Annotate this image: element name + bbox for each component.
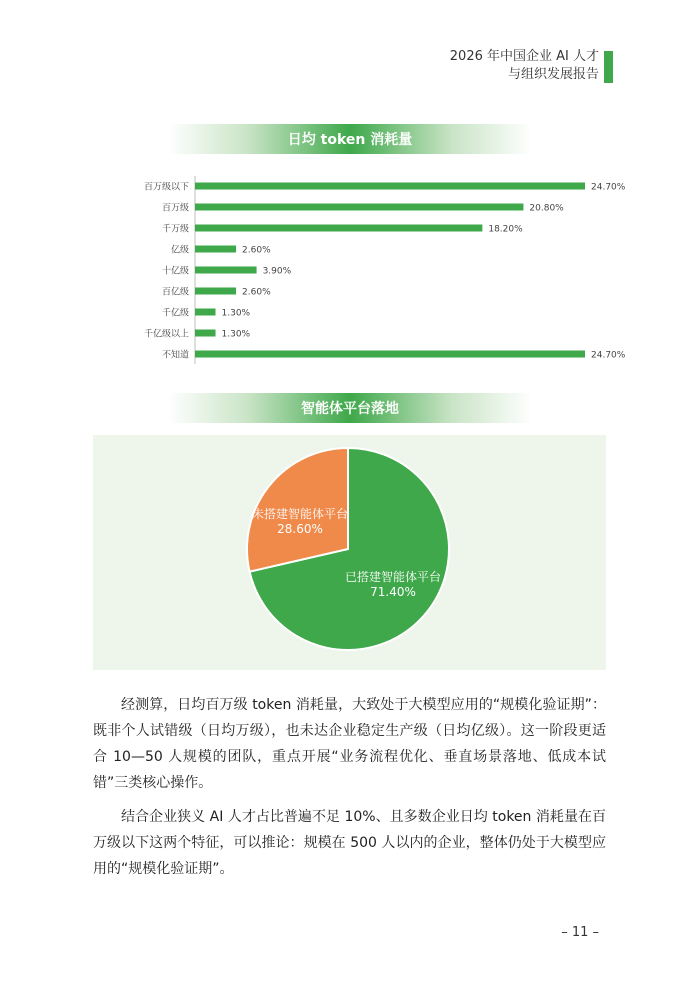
section-title-agent: 智能体平台落地 [301, 401, 399, 417]
pie-chart-panel [93, 435, 606, 670]
body-paragraph-1: 经测算，日均百万级 token 消耗量，大致处于大模型应用的“规模化验证期”：既非个人试错级（日均万级），也未达企业稳定生产级（日均亿级）。这一阶段更适合 10—50 人规模的团队，重点开展“业务流程优化、垂直场景落地、低成本试错”三类核心操作。 [93, 697, 606, 791]
body-paragraph-2: 结合企业狭义 AI 人才占比普遍不足 10%、且多数企业日均 token 消耗量在百万级以下这两个特征，可以推论：规模在 500 人以内的企业，整体仍处于大模型应用的“规模化验证期”。 [93, 809, 606, 877]
header-title-line1: 2026 年中国企业 AI 人才 [449, 49, 599, 64]
bar-category-label: 千亿级以上 [143, 329, 189, 340]
bar [195, 183, 585, 190]
bar-value-label: 24.70% [591, 182, 626, 193]
section-title-token: 日均 token 消耗量 [287, 132, 413, 148]
pie-label-built-value: 71.40% [370, 585, 416, 599]
pie-label-not-built-name: 未搭建智能体平台 [251, 507, 349, 521]
bar-category-label: 十亿级 [161, 266, 189, 277]
bar-value-label: 24.70% [591, 350, 626, 361]
report-header [450, 48, 599, 84]
bar-value-label: 1.30% [221, 308, 251, 319]
bar [195, 309, 216, 316]
bar-value-label: 18.20% [488, 224, 523, 235]
token-bar-chart [120, 172, 626, 362]
bar [195, 330, 216, 337]
bar-category-label: 千亿级 [161, 308, 189, 319]
bar [195, 225, 482, 232]
bar [195, 246, 236, 253]
bar [195, 288, 236, 295]
bar-value-label: 3.90% [262, 266, 292, 277]
bar [195, 204, 523, 211]
header-accent-bar [604, 51, 613, 83]
section-banner-agent [168, 393, 532, 423]
bar-category-label: 百万级以下 [143, 182, 189, 193]
bar-category-label: 百亿级 [161, 287, 189, 298]
header-title-line2: 与组织发展报告 [507, 67, 599, 82]
section-banner-token [168, 124, 532, 154]
page-number: – 11 – [561, 925, 599, 940]
bar-value-label: 1.30% [221, 329, 251, 340]
agent-pie-chart [93, 435, 606, 670]
bar [195, 267, 257, 274]
bar-value-label: 2.60% [242, 245, 271, 256]
bar-category-label: 不知道 [161, 350, 189, 361]
pie-label-built-name: 已搭建智能体平台 [344, 570, 442, 584]
bar [195, 351, 585, 358]
bar-category-label: 百万级 [161, 203, 189, 214]
bar-category-label: 亿级 [170, 245, 189, 256]
bar-value-label: 20.80% [529, 203, 564, 214]
bar-value-label: 2.60% [242, 287, 271, 298]
bar-category-label: 千万级 [161, 224, 189, 235]
pie-label-not-built-value: 28.60% [277, 522, 323, 536]
